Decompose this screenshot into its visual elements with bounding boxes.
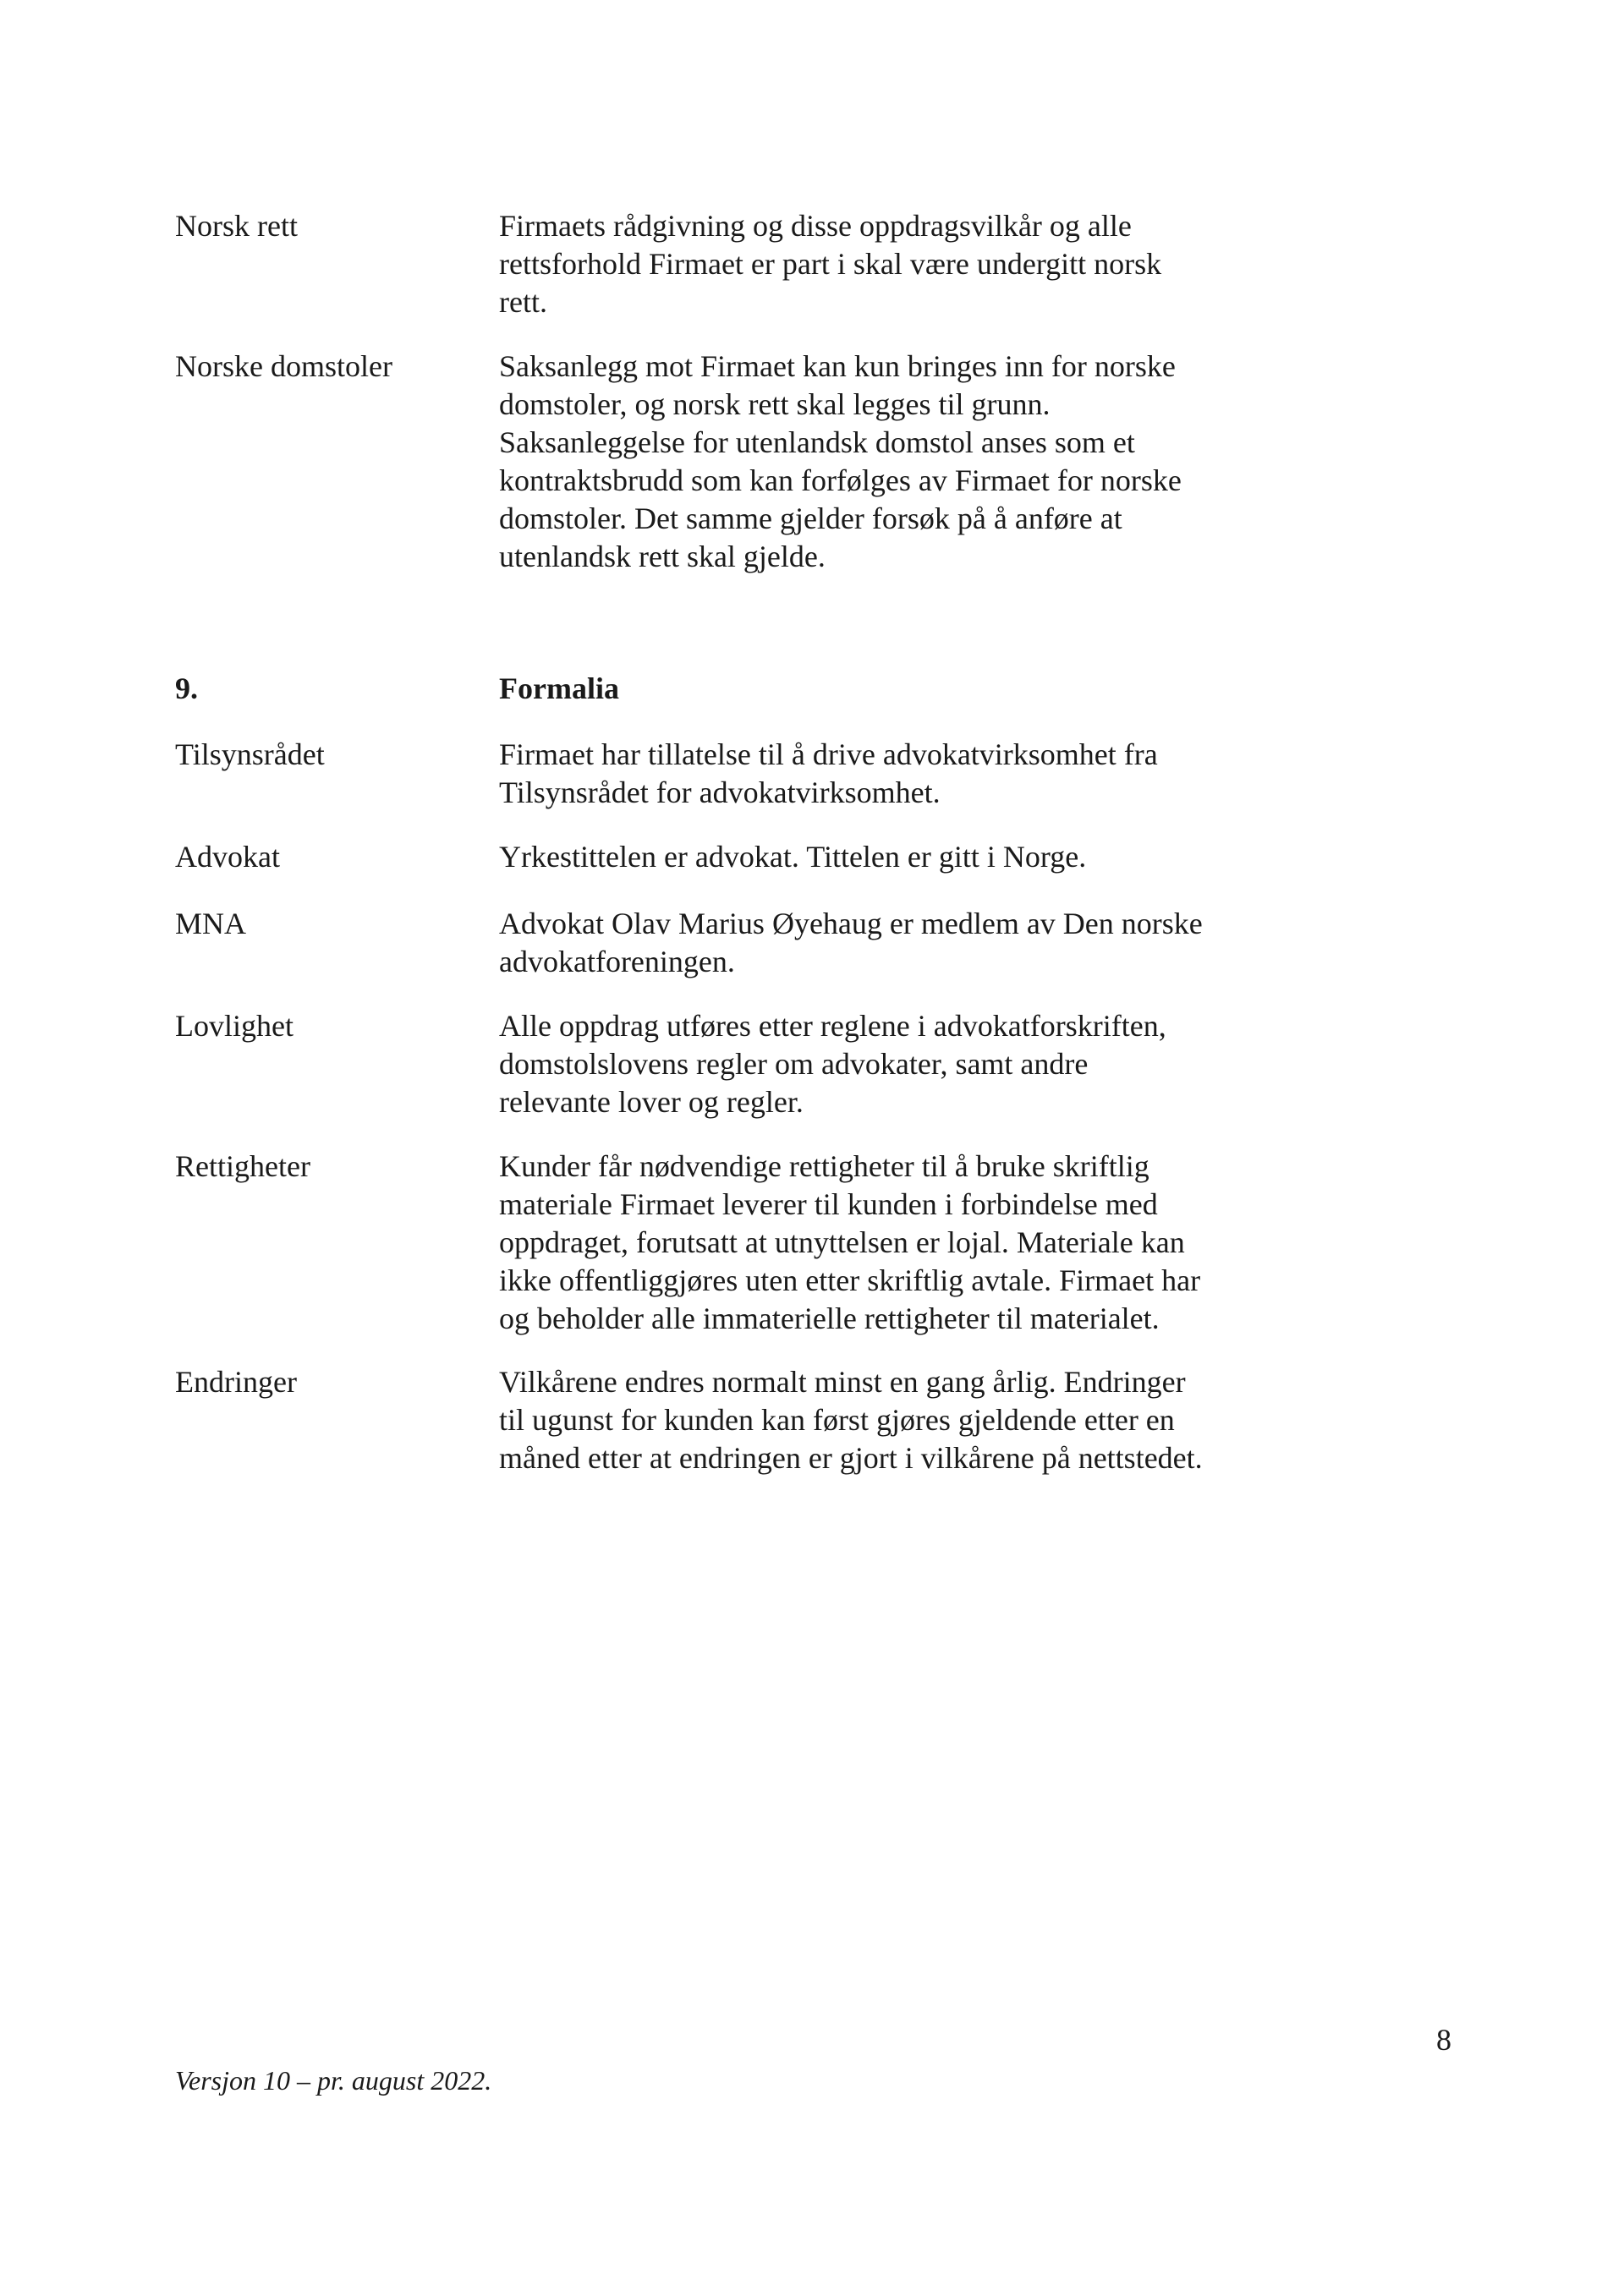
clause-line: domstoler. Det samme gjelder forsøk på å anføre at xyxy=(499,501,1122,535)
clause-term: Lovlighet xyxy=(175,1009,294,1043)
clause-line: Advokat Olav Marius Øyehaug er medlem av Den norske xyxy=(499,907,1203,940)
clause-term: Endringer xyxy=(175,1365,297,1399)
page-number: 8 xyxy=(1436,2023,1451,2057)
clause-text xyxy=(499,736,1311,812)
clause-line: domstoler, og norsk rett skal legges til grunn. xyxy=(499,387,1051,421)
clause-line: kontraktsbrudd som kan forfølges av Firmaet for norske xyxy=(499,463,1182,497)
clause-term: Tilsynsrådet xyxy=(175,737,325,771)
clause-text xyxy=(499,348,1311,576)
clause-line: relevante lover og regler. xyxy=(499,1085,804,1119)
clause-term: Rettigheter xyxy=(175,1149,310,1183)
clause-line: Saksanlegg mot Firmaet kan kun bringes inn for norske xyxy=(499,349,1176,383)
clause-text xyxy=(499,1148,1311,1338)
clause-text xyxy=(499,905,1311,981)
clause-line: Vilkårene endres normalt minst en gang årlig. Endringer xyxy=(499,1365,1186,1399)
clause-line: utenlandsk rett skal gjelde. xyxy=(499,540,826,573)
clause-line: måned etter at endringen er gjort i vilkårene på nettstedet. xyxy=(499,1441,1203,1475)
version-footer: Versjon 10 – pr. august 2022. xyxy=(175,2065,492,2096)
clause-line: og beholder alle immaterielle rettigheter til materialet. xyxy=(499,1301,1160,1335)
clause-line: Firmaets rådgivning og disse oppdragsvilkår og alle xyxy=(499,209,1132,243)
clause-line: domstolslovens regler om advokater, samt andre xyxy=(499,1047,1089,1081)
clause-line: rett. xyxy=(499,285,547,319)
clause-line: oppdraget, forutsatt at utnyttelsen er lojal. Materiale kan xyxy=(499,1225,1185,1259)
clause-line: advokatforeningen. xyxy=(499,945,735,978)
clause-line: Yrkestittelen er advokat. Tittelen er gitt i Norge. xyxy=(499,840,1087,874)
clause-term: Norske domstoler xyxy=(175,349,392,383)
clause-term: Advokat xyxy=(175,840,280,874)
clause-text xyxy=(499,1363,1311,1477)
clause-line: Firmaet har tillatelse til å drive advokatvirksomhet fra xyxy=(499,737,1158,771)
section-title: Formalia xyxy=(499,671,619,705)
clause-text xyxy=(499,1007,1311,1121)
clause-term: MNA xyxy=(175,907,247,940)
clause-line: til ugunst for kunden kan først gjøres gjeldende etter en xyxy=(499,1403,1175,1437)
clause-line: Alle oppdrag utføres etter reglene i advokatforskriften, xyxy=(499,1009,1166,1043)
clause-line: materiale Firmaet leverer til kunden i forbindelse med xyxy=(499,1187,1158,1221)
clause-text xyxy=(499,207,1311,321)
section-number: 9. xyxy=(175,671,198,705)
clause-line: rettsforhold Firmaet er part i skal være undergitt norsk xyxy=(499,247,1162,281)
clause-line: Saksanleggelse for utenlandsk domstol anses som et xyxy=(499,425,1135,459)
clause-line: Tilsynsrådet for advokatvirksomhet. xyxy=(499,775,941,809)
clause-term: Norsk rett xyxy=(175,209,298,243)
clause-text xyxy=(499,838,1311,876)
clause-line: ikke offentliggjøres uten etter skriftlig avtale. Firmaet har xyxy=(499,1263,1201,1297)
clause-line: Kunder får nødvendige rettigheter til å bruke skriftlig xyxy=(499,1149,1149,1183)
